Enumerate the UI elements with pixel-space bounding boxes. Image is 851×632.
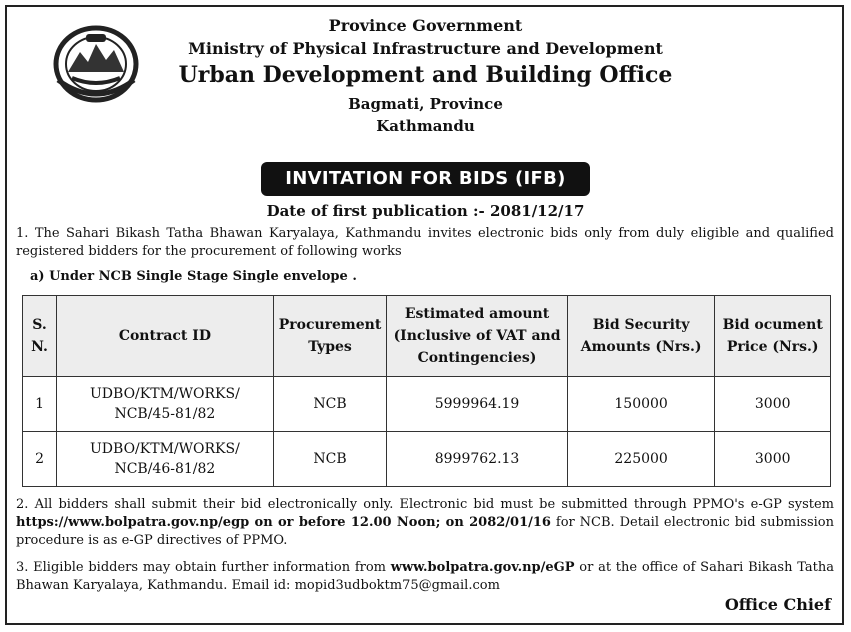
egp-deadline-link[interactable]: https://www.bolpatra.gov.np/egp on or before 12.00 Noon; on 2082/01/16 [16,515,551,530]
cell-sn: 1 [23,377,57,432]
cell-estimated-amount: 5999964.19 [387,377,568,432]
cell-estimated-amount: 8999762.13 [387,432,568,487]
paragraph-2 [16,496,834,550]
cell-bid-security: 225000 [567,432,715,487]
paragraph-1-text: The Sahari Bikash Tatha Bhawan Karyalaya, Kathmandu invites electronic bids only from duly eligible and qualified registered bidders for the procurement of following works [16,226,834,259]
cell-sn: 2 [23,432,57,487]
paragraph-1 [16,225,834,261]
col-estimated-amount: Estimated amount (Inclusive of VAT and Contingencies) [387,296,568,377]
paragraph-1-number: 1. [16,226,29,241]
cell-procurement-type: NCB [273,377,387,432]
paragraph-3 [16,559,834,595]
col-document-price: Bid ocument Price (Nrs.) [715,296,831,377]
cell-document-price: 3000 [715,432,831,487]
signature: Office Chief [724,595,831,614]
cell-bid-security: 150000 [567,377,715,432]
paragraph-3-text-end: or at the office of Sahari Bikash Tatha Bhawan Karyalaya, Kathmandu. Email id: mopid3udboktm75@gmail.com [16,560,834,593]
paragraph-3-text: Eligible bidders may obtain further information from [33,560,391,575]
header-line-4: Bagmati, Province [348,94,503,113]
paragraph-3-number: 3. [16,560,29,575]
cell-document-price: 3000 [715,377,831,432]
header-line-2: Ministry of Physical Infrastructure and Development [188,39,663,59]
table-row [23,377,831,432]
col-sn: S. N. [23,296,57,377]
table-row [23,432,831,487]
col-contract-id: Contract ID [57,296,274,377]
nepal-emblem-icon [50,22,142,106]
office-title: Urban Development and Building Office [178,62,673,89]
cell-contract-id: UDBO/KTM/WORKS/ NCB/46-81/82 [57,432,274,487]
bid-table [22,295,831,487]
header-line-5: Kathmandu [376,116,475,135]
cell-procurement-type: NCB [273,432,387,487]
paragraph-2-number: 2. [16,497,29,512]
bolpatra-link[interactable]: www.bolpatra.gov.np/eGP [390,560,575,575]
paragraph-2-text: All bidders shall submit their bid electronically only. Electronic bid must be submitted through PPMO's e-GP system [34,497,834,512]
office-header [150,14,701,135]
col-bid-security: Bid Security Amounts (Nrs.) [567,296,715,377]
table-header-row [23,296,831,377]
publication-date: Date of first publication :- 2081/12/17 [266,202,585,220]
subheading: a) Under NCB Single Stage Single envelope . [30,269,357,284]
ifb-banner: INVITATION FOR BIDS (IFB) [261,162,590,196]
header-line-1: Province Government [328,16,523,35]
paragraph-2-text-end: for NCB. Detail electronic bid submission procedure is as e-GP directives of PPMO. [16,515,834,548]
col-procurement-type: Procurement Types [273,296,387,377]
cell-contract-id: UDBO/KTM/WORKS/ NCB/45-81/82 [57,377,274,432]
